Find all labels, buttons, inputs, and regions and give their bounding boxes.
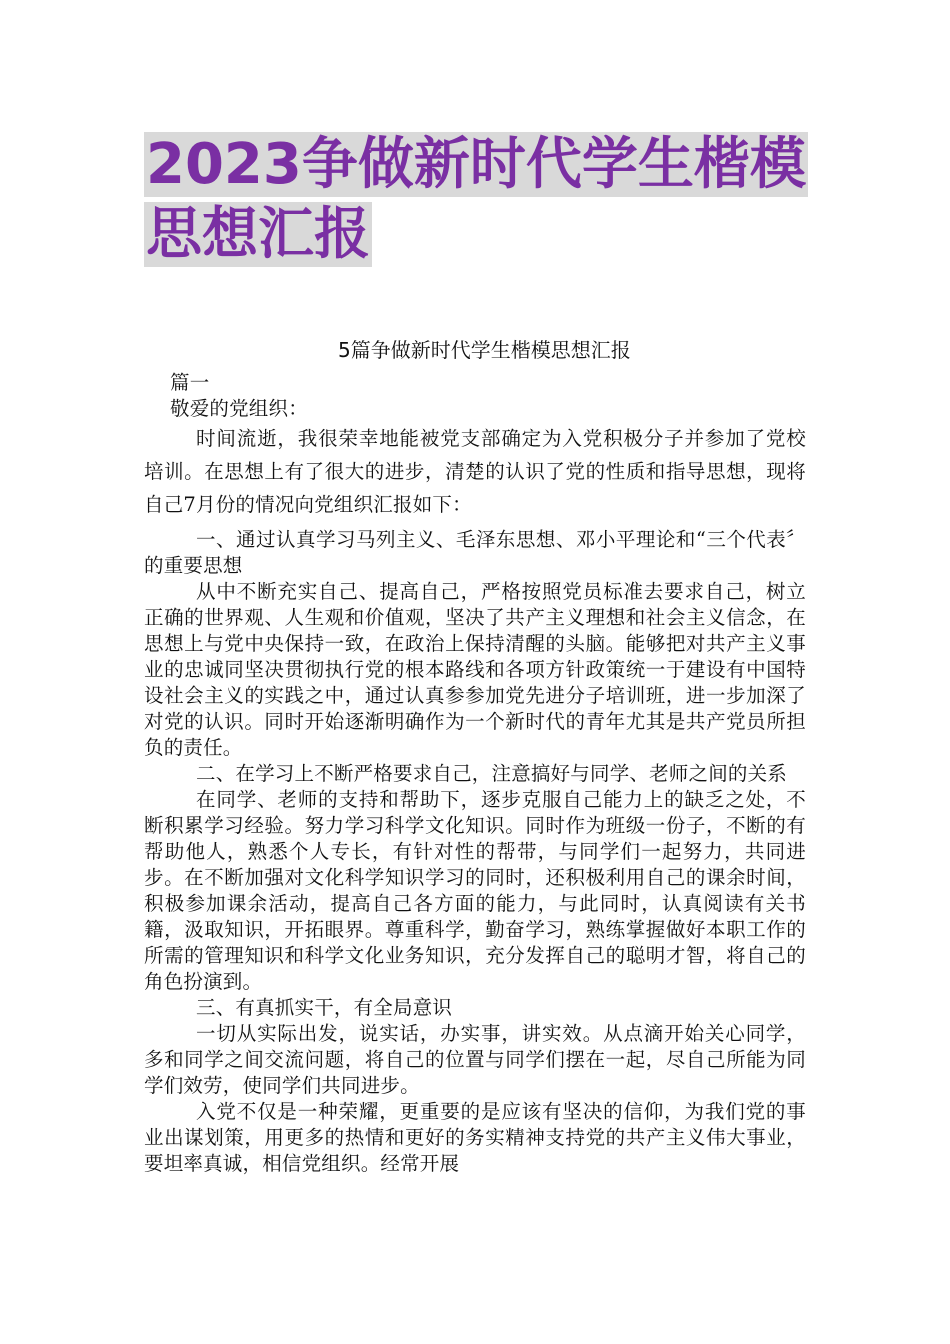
heading-one: 一、通过认真学习马列主义、毛泽东思想、邓小平理论和“三个代表〞的重要思想: [144, 528, 806, 577]
paragraph-three: 一切从实际出发，说实话，办实事，讲实效。从点滴开始关心同学，多和同学之间交流问题，将自己的位置与同学们摆在一起，尽自己所能为同学们效劳，使同学们共同进步。: [144, 1022, 806, 1097]
salutation: 敬爱的党组织：: [170, 397, 308, 420]
paragraph-one: 从中不断充实自己、提高自己，严格按照党员标准去要求自己，树立正确的世界观、人生观和价值观，坚决了共产主义理想和社会主义信念，在思想上与党中央保持一致，在政治上保持清醒的头脑。能够把对共产主义事业的忠诚同坚决贯彻执行党的根本路线和各项方针政策统一于建设有中国特设社会主义的实践之中，通过认真参参加党先进分子培训班，进一步加深了对党的认识。同时开始逐渐明确作为一个新时代的青年尤其是共产党员所担负的责任。: [144, 580, 806, 759]
paragraph-intro: 时间流逝，我很荣幸地能被党支部确定为入党积极分子并参加了党校培训。在思想上有了很大的进步，清楚的认识了党的性质和指导思想，现将自己7月份的情况向党组织汇报如下：: [144, 427, 806, 516]
section-label: 篇一: [170, 371, 210, 394]
document-body: [144, 370, 806, 1177]
document-title-text: 2023争做新时代学生楷模思想汇报: [146, 132, 806, 267]
paragraph-four: 入党不仅是一种荣耀，更重要的是应该有坚决的信仰，为我们党的事业出谋划策，用更多的热情和更好的务实精神支持党的共产主义伟大事业，要坦率真诚，相信党组织。经常开展: [144, 1100, 806, 1175]
heading-three: 三、有真抓实干，有全局意识: [196, 996, 453, 1019]
document-subtitle: 5篇争做新时代学生楷模思想汇报: [338, 338, 631, 362]
paragraph-two: 在同学、老师的支持和帮助下，逐步克服自己能力上的缺乏之处，不断积累学习经验。努力学习科学文化知识。同时作为班级一份子，不断的有帮助他人，熟悉个人专长，有针对性的帮带，与同学们一起努力，共同进步。在不断加强对文化科学知识学习的同时，还积极利用自己的课余时间，积极参加课余活动，提高自己各方面的能力，与此同时，认真阅读有关书籍，汲取知识，开拓眼界。尊重科学，勤奋学习，熟练掌握做好本职工作的所需的管理知识和科学文化业务知识，充分发挥自己的聪明才智，将自己的角色扮演到。: [144, 788, 806, 993]
document-title: [144, 130, 814, 270]
heading-two: 二、在学习上不断严格要求自己，注意搞好与同学、老师之间的关系: [196, 762, 788, 785]
